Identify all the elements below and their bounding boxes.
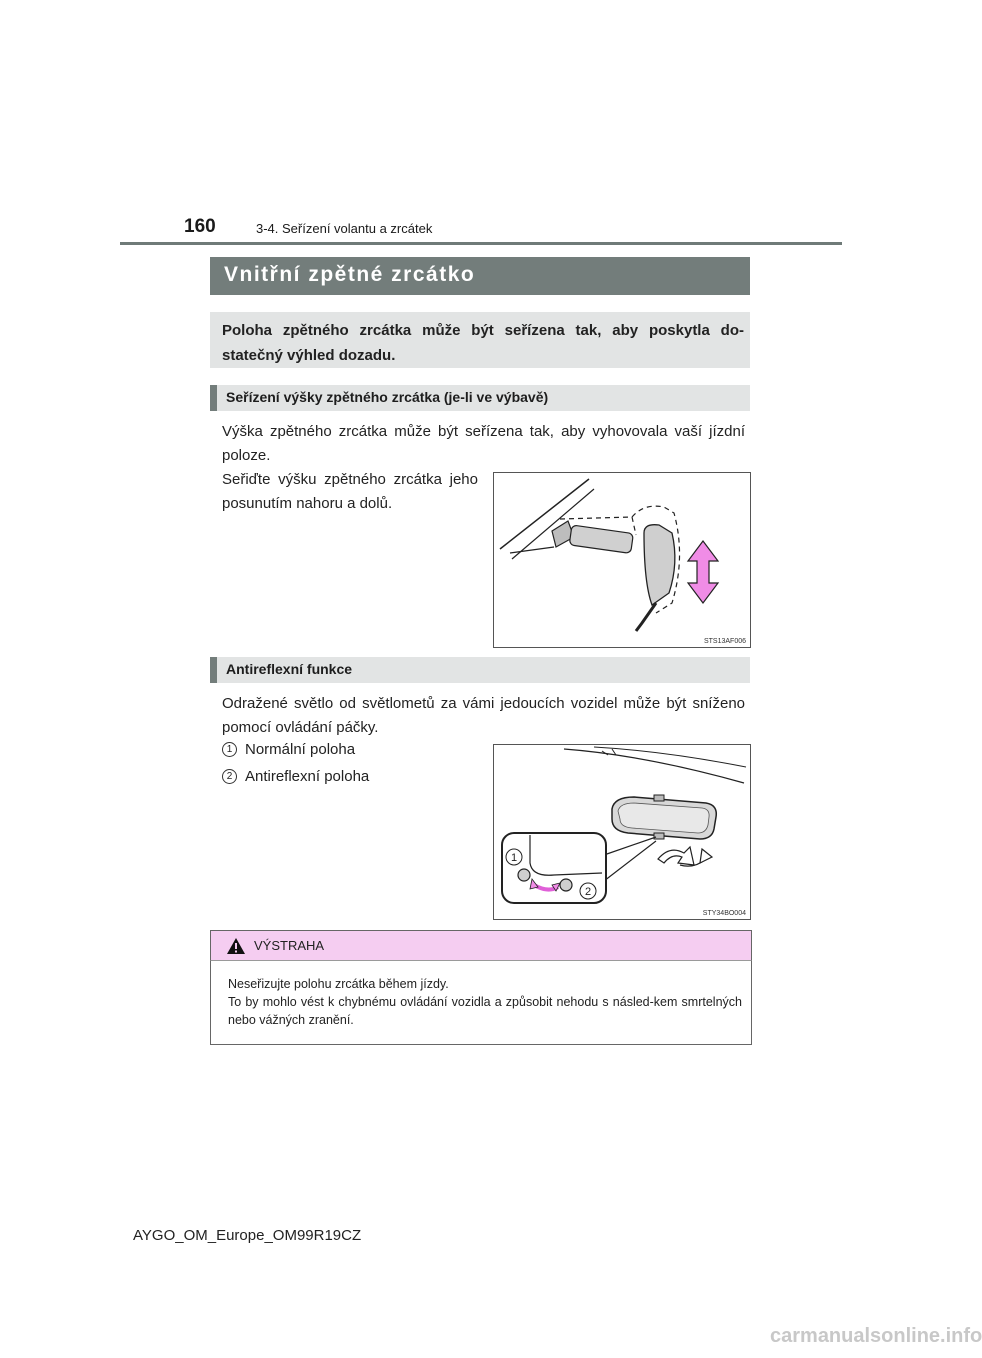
up-down-arrow [688,541,718,603]
figure-mirror-height [493,472,751,648]
warning-line-1: Neseřizujte polohu zrcátka během jízdy. [228,977,449,991]
list-item [222,738,355,762]
antiglare-paragraph: Odražené světlo od světlometů za vámi jedoucích vozidel může být sníženo pomocí ovládání páčky. [222,695,745,736]
figure-code: STS13AF006 [703,638,746,645]
list-item [222,765,369,789]
header-rule [120,242,842,245]
subheading-accent [210,657,217,683]
intro-text: Poloha zpětného zrcátka může být seřízena tak, aby poskytla do-statečný výhled dozadu. [222,322,744,364]
warning-line-2: To by mohlo vést k chybnému ovládání vozidla a způsobit nehodu s násled-kem smrtelných nebo vážných zranění. [228,995,742,1027]
subheading-antiglare [210,657,750,683]
chapter-title: 3-4. Seřízení volantu a zrcátek [256,221,433,236]
subheading-height-adjust [210,385,750,411]
height-adjust-instruction: Seřiďte výšku zpětného zrcátka jeho posunutím nahoru a dolů. [222,471,478,512]
watermark: carmanualsonline.info [770,1325,982,1347]
page-number: 160 [184,216,216,237]
callout-2: 2 [584,886,592,898]
item-label: Antireflexní poloha [245,768,370,785]
document-id: AYGO_OM_Europe_OM99R19CZ [133,1227,362,1244]
height-adjust-paragraph: Výška zpětného zrcátka může být seřízena tak, aby vyhovovala vaší jízdní poloze. [222,423,745,464]
subheading-accent [210,385,217,411]
callout-1: 1 [510,852,518,864]
figure-antiglare-lever [493,744,751,920]
figure-code: STY34BO004 [702,910,746,917]
warning-icon [226,937,246,955]
item-number: 2 [222,769,237,784]
subheading-label: Seřízení výšky zpětného zrcátka (je-li ve výbavě) [226,389,549,405]
warning-header [210,930,752,961]
antiglare-illustration [494,745,750,919]
section-title: Vnitřní zpětné zrcátko [224,263,476,286]
warning-body [210,960,752,1045]
item-label: Normální poloha [245,741,356,758]
item-number: 1 [222,742,237,757]
mirror-height-illustration [494,473,750,647]
subheading-label: Antireflexní funkce [226,661,353,677]
warning-heading: VÝSTRAHA [254,938,325,953]
